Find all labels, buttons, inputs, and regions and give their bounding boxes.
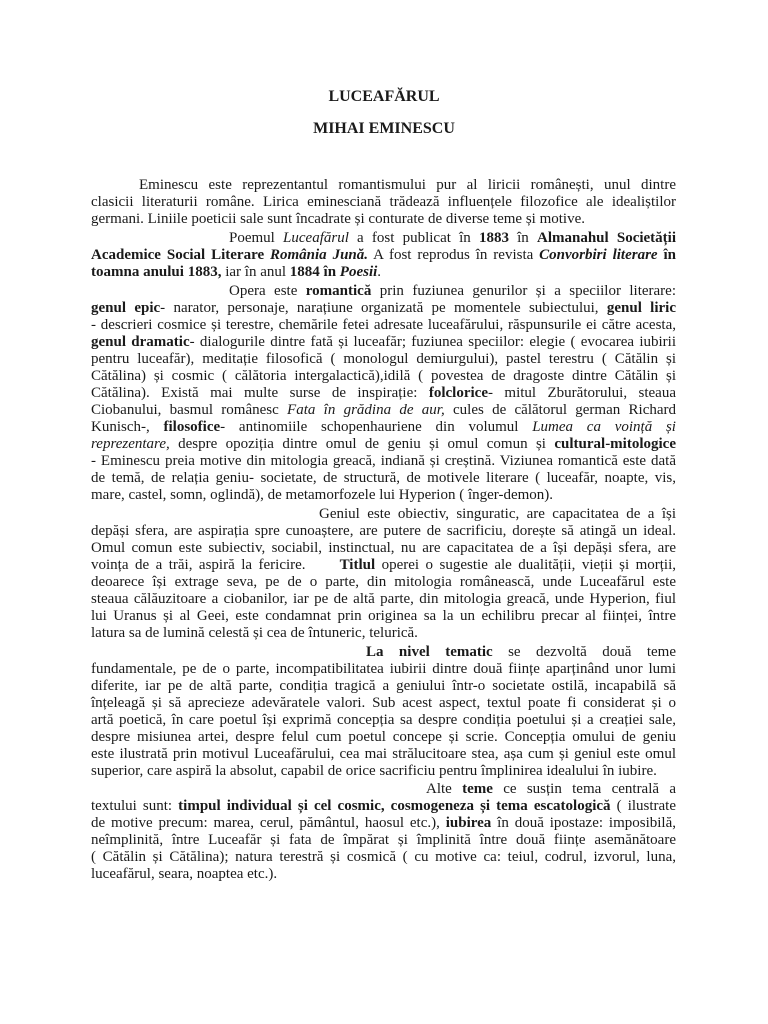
text-line: de motive precum: marea, cerul, pământul, haosul etc.), iubirea în două ipostaze: imposibilă, (91, 815, 676, 831)
text-line: latura sa de lumină celestă și cea de întuneric, telurică. (91, 625, 418, 641)
text-line: deoarece își extrage seva, pe de o parte, din mitologia românească, unde Luceafărul este (91, 574, 676, 590)
text-line: Kunisch-, filosofice- antinomiile schopenhauriene din volumul Lumea ca voință și (91, 419, 676, 435)
document-author: MIHAI EMINESCU (313, 120, 455, 137)
text-line: steaua călăuzitoare a ciobanilor, iar pe de altă parte, din mitologia greacă, unde Hyperion, fiul (91, 591, 676, 607)
text-line: ( Cătălin și Cătălina); natura terestră și cosmică ( cu motive ca: teiul, codrul, izvorul, luna, (91, 849, 676, 865)
text-line: Opera este romantică prin fuziunea genurilor și a speciilor literare: (229, 283, 676, 299)
text-line: Cătălina). Există mai multe surse de inspirație: folclorice- mitul Zburătorului, steaua (91, 385, 676, 401)
text-line: reprezentare, despre opoziția dintre omul de geniu și omul comun și cultural-mitologice (91, 436, 676, 452)
text-line: luceafărul, seara, noaptea etc.). (91, 866, 278, 882)
text-line: textului sunt: timpul individual și cel cosmic, cosmogeneza și tema escatologică ( ilustrate (91, 798, 677, 814)
text-line: despre misiunea artei, despre felul cum poetul concepe și scrie. Concepția omului de geniu (91, 729, 676, 745)
document-title: LUCEAFĂRUL (328, 88, 440, 105)
text-line: La nivel tematic se dezvoltă două teme (366, 644, 676, 660)
text-line: Poemul Luceafărul a fost publicat în 1883 în Almanahul Societății (229, 230, 677, 246)
text-line: - Eminescu preia motive din mitologia greacă, indiană și creștină. Viziunea romantică este dată (91, 453, 676, 469)
text-line: lui Uranus și al Geei, este condamnat prin originea sa la un echilibru precar al ființei, între (91, 608, 676, 624)
text-line: este ilustrată prin motivul Luceafărului, cea mai strălucitoare stea, așa cum și geniul este omul (91, 746, 676, 762)
text-line: diferite, iar pe de altă parte, condiția tragică a geniului într-o societate ostilă, incapabilă să (91, 678, 676, 694)
text-line: fundamentale, pe de o parte, incompatibilitatea iubirii dintre două ființe aparținând unor lumi (91, 661, 676, 677)
text-line: Geniul este obiectiv, singuratic, are capacitatea de a își (319, 506, 676, 522)
text-line: depăși sfera, are aspirația spre cunoaștere, are putere de sacrificiu, dorește să atingă un ideal. (91, 523, 676, 539)
text-line: Eminescu este reprezentantul romantismului pur al liricii românești, unul dintre (139, 177, 676, 193)
text-line: neîmplinită, între Luceafăr și fata de împărat și împlinită între două ființe asemănătoare (91, 832, 676, 848)
text-line: superior, care aspiră la absolut, capabil de orice sacrificiu pentru împlinirea idealului în iubire. (91, 763, 657, 779)
text-line: genul epic- narator, personaje, narațiune organizată pe momentele subiectului, genul liric (91, 300, 676, 316)
text-line: Alte teme ce susțin tema centrală a (426, 781, 676, 797)
text-line: mare, castel, somn, oglindă), de metamorfozele lui Hyperion ( înger-demon). (91, 487, 554, 503)
text-line: genul dramatic- dialogurile dintre fată și luceafăr; fuziunea speciilor: elegie ( evocarea iubirii (91, 334, 676, 350)
text-line: - descrieri cosmice și terestre, chemările fetei adresate luceafărului, răspunsurile ei către acesta, (91, 317, 676, 333)
text-line: artă poetică, în care poetul își exprimă concepția sa despre condiția poetului și a creației sale, (91, 712, 676, 728)
text-line: Cătălina) și cosmic ( călătoria intergalactică),idilă ( povestea de dragoste dintre Cătălin și (91, 368, 676, 384)
text-line: de temă, de relația geniu- societate, de structură, de motivele literare ( luceafăr, noapte, vis, (91, 470, 676, 486)
text-line: Omul comun este subiectiv, sociabil, instinctual, nu are capacitatea de a își depăși sfera, are (91, 540, 676, 556)
text-line: clasicii literaturii române. Lirica eminesciană trădează influențele filozofice ale idealiștilor (91, 194, 676, 210)
text-line: germani. Liniile poeticii sale sunt încadrate și conturate de diverse teme și motive. (91, 211, 586, 227)
text-line: Academice Social Literare România Jună. A fost reprodus în revista Convorbiri literare în (91, 247, 676, 263)
text-line: pentru luceafăr), meditație filosofică ( monologul demiurgului), pastel terestru ( Cătălin și (91, 351, 676, 367)
text-line: Ciobanului, basmul românesc Fata în grădina de aur, cules de călătorul german Richard (91, 402, 677, 418)
text-line: voința de a trăi, aspiră la fericire. Titlul operei o sugestie ale dualității, vieții și morții, (91, 557, 677, 573)
text-line: toamna anului 1883, iar în anul 1884 în Poesii. (91, 264, 382, 280)
text-line: înțeleagă și să aprecieze adevăratele valori. Sub acest aspect, textul poate fi considerat și o (91, 695, 676, 711)
